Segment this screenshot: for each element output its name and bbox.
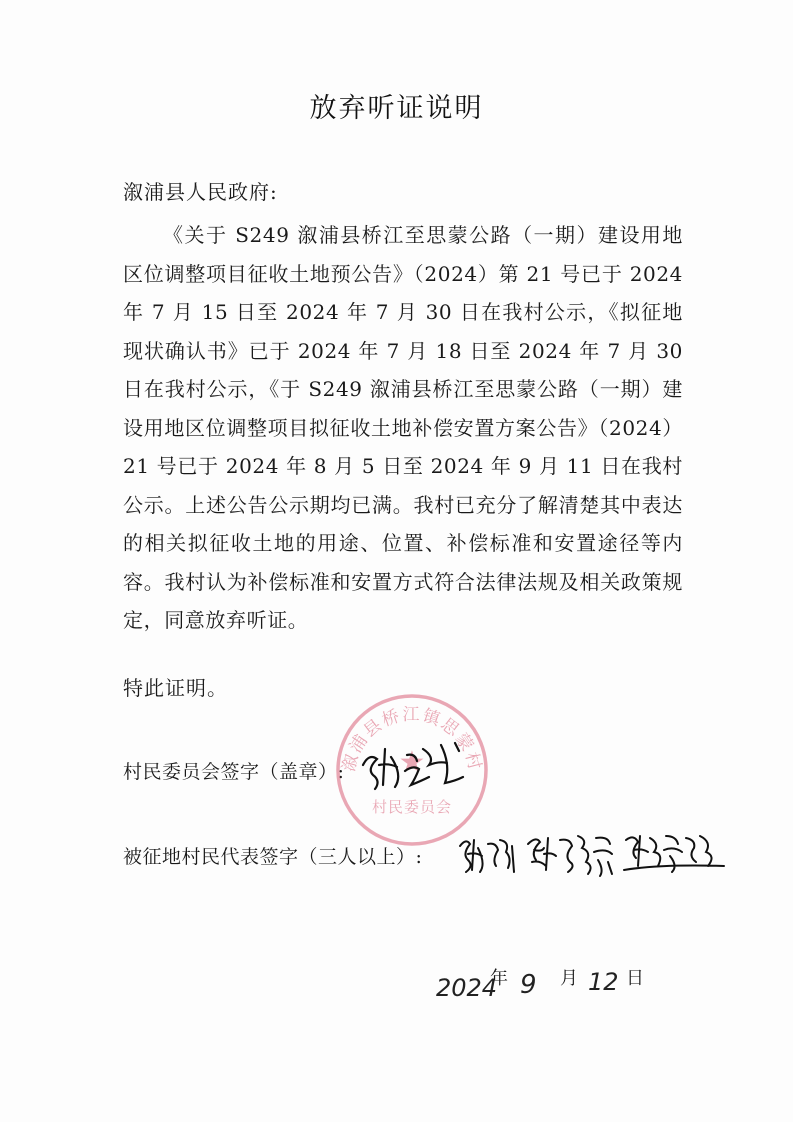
body-paragraph: 《关于 S249 溆浦县桥江至思蒙公路（一期）建设用地区位调整项目征收土地预公告》（2024）第 21 号已于 2024年 7 月 15 日至 2024 年 7 月 30 日在我村公示，《拟征地现状确认书》已于 2024 年 7 月 18 日至 2024 年 7 月 30 日在我村公示，《于 S249 溆浦县桥江至思蒙公路（一期）建设用地区位调整项目拟征收土地补偿安置方案公告》（2024）21 号已于 2024 年 8 月 5 日至 2024 年 9 月 11 日在我村公示。上述公告公示期均已满。我村已充分了解清楚其中表达的相关拟征收土地的用途、位置、补偿标准和安置途径等内容。我村认为补偿标准和安置方式符合法律法规及相关政策规定，同意放弃听证。 <box>123 223 683 632</box>
seal-star-icon: ★ <box>398 745 426 780</box>
date-day: 12 <box>588 968 619 996</box>
representatives-signature-label: 被征地村民代表签字（三人以上）: <box>123 846 423 868</box>
date-year-unit: 年 <box>490 968 508 989</box>
committee-signature-label: 村民委员会签字（盖章）: <box>123 761 345 783</box>
addressee: 溆浦县人民政府: <box>123 180 278 204</box>
date-month: 9 <box>520 970 537 1000</box>
date-month-unit: 月 <box>560 968 578 989</box>
representative-signature-3 <box>620 826 730 880</box>
seal-text: 溆浦县桥江镇思蒙村 <box>338 705 486 774</box>
closing-line: 特此证明。 <box>123 676 228 700</box>
document-title: 放弃听证说明 <box>309 93 484 124</box>
date-year: 2024 <box>436 974 498 1002</box>
signing-date <box>430 960 660 1010</box>
representative-signature-2 <box>522 826 618 880</box>
date-day-unit: 日 <box>626 968 644 989</box>
official-seal <box>332 690 492 850</box>
seal-subtext: 村民委员会 <box>371 798 453 816</box>
